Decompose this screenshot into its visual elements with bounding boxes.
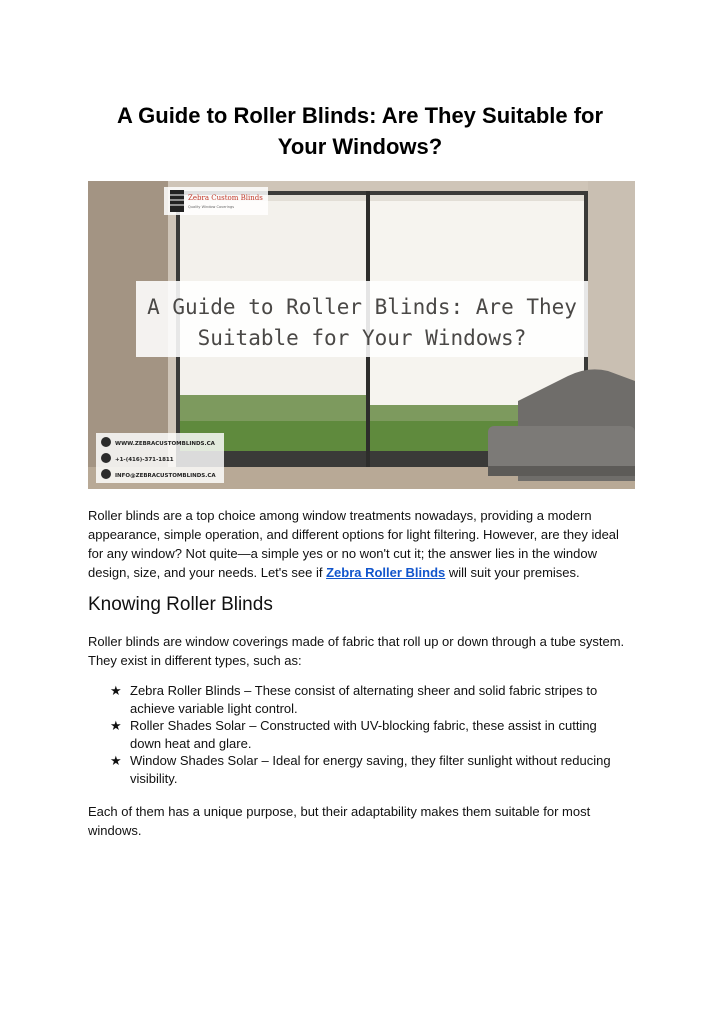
section-paragraph: Roller blinds are window coverings made of fabric that roll up or down through a tube system. They exist in different types, such as: bbox=[88, 634, 625, 668]
title-line-1: A Guide to Roller Blinds: Are They Suitable for bbox=[116, 103, 604, 128]
section-heading: Knowing Roller Blinds bbox=[88, 594, 273, 615]
hero-overlay-line-2: Suitable for Your Windows? bbox=[197, 326, 527, 350]
zebra-roller-blinds-link[interactable]: Zebra Roller Blinds bbox=[326, 565, 446, 580]
phone-icon bbox=[101, 453, 111, 463]
list-item bbox=[110, 682, 630, 717]
contact-phone: +1-(416)-371-1811 bbox=[115, 457, 174, 463]
star-icon: ★ bbox=[110, 683, 122, 698]
list-item-text: Window Shades Solar – Ideal for energy saving, they filter sunlight without reducing visibility. bbox=[130, 753, 611, 786]
intro-text-end: will suit your premises. bbox=[445, 565, 580, 580]
hero-image bbox=[88, 181, 635, 489]
title-line-2: Your Windows? bbox=[277, 134, 443, 159]
list-item bbox=[110, 717, 630, 752]
document-title bbox=[60, 100, 660, 162]
list-item bbox=[110, 752, 630, 787]
blinds-logo-icon bbox=[170, 190, 184, 212]
contact-email: INFO@ZEBRACUSTOMBLINDS.CA bbox=[115, 473, 216, 479]
contact-panel bbox=[96, 433, 224, 483]
list-item-text: Roller Shades Solar – Constructed with UV-blocking fabric, these assist in cutting down heat and glare. bbox=[130, 718, 597, 751]
brand-name: Zebra Custom Blinds bbox=[188, 194, 263, 202]
brand-tagline: Quality Window Coverings bbox=[188, 205, 235, 209]
globe-icon bbox=[101, 437, 111, 447]
star-icon: ★ bbox=[110, 753, 122, 768]
closing-paragraph: Each of them has a unique purpose, but their adaptability makes them suitable for most windows. bbox=[88, 804, 591, 838]
intro-text: Roller blinds are a top choice among window treatments nowadays, providing a modern appearance, simple operation, and different options for light filtering. However, are they ideal for any window? Not quite—a simple yes or no won't cut it; the answer lies in the window design, size, and your needs. Let's see if bbox=[88, 508, 619, 580]
mail-icon bbox=[101, 469, 111, 479]
contact-website: WWW.ZEBRACUSTOMBLINDS.CA bbox=[115, 441, 215, 447]
brand-logo bbox=[164, 187, 268, 215]
types-list bbox=[110, 682, 630, 787]
intro-paragraph bbox=[88, 506, 636, 582]
list-item-text: Zebra Roller Blinds – These consist of alternating sheer and solid fabric stripes to achieve variable light control. bbox=[130, 683, 598, 716]
hero-overlay-line-1: A Guide to Roller Blinds: Are They bbox=[147, 295, 577, 319]
star-icon: ★ bbox=[110, 718, 122, 733]
